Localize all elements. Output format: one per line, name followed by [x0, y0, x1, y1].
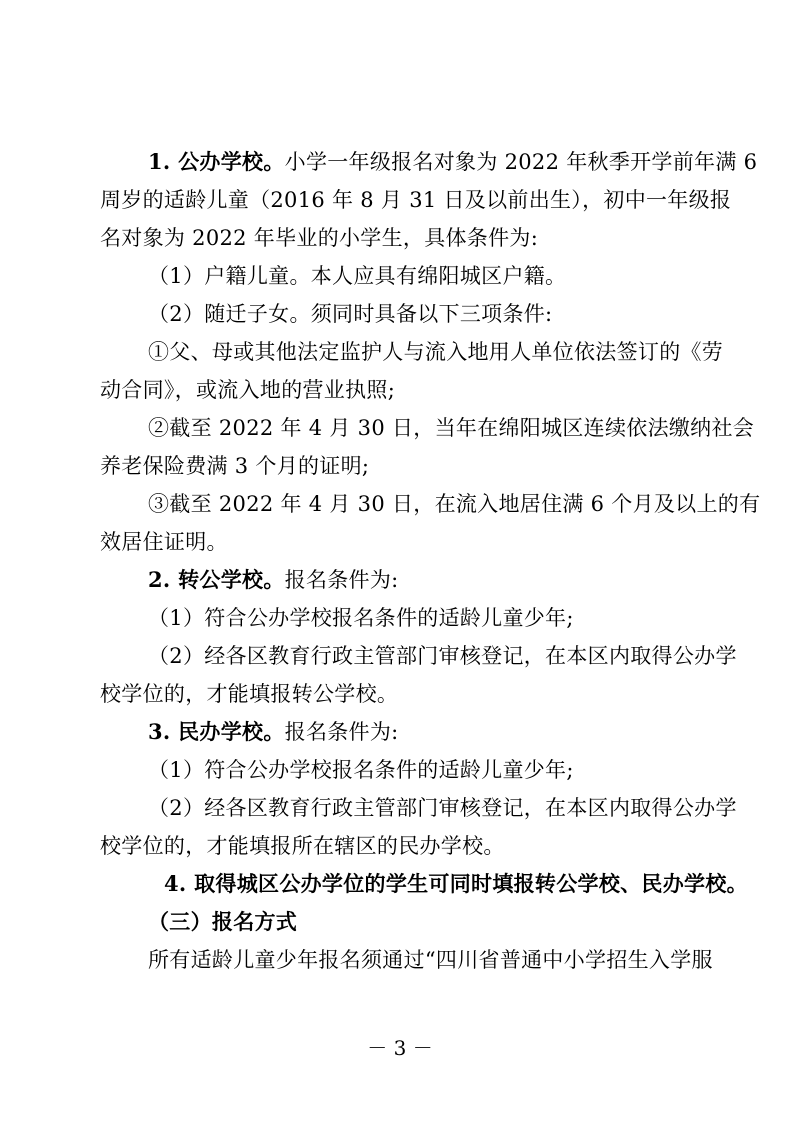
- paragraph-public-school-line-1: [0, 148, 800, 176]
- paragraph-text: 报名条件为:: [284, 568, 399, 592]
- section-heading-registration-method: （三）报名方式: [148, 909, 298, 934]
- paragraph-private-school: [0, 718, 800, 746]
- transfer-condition-1: （1）符合公办学校报名条件的适龄儿童少年;: [148, 606, 574, 630]
- page-number: － 3 －: [367, 1036, 433, 1060]
- transfer-condition-2-line-1: （2）经各区教育行政主管部门审核登记，在本区内取得公办学: [148, 644, 737, 668]
- condition-migrant-children: （2）随迁子女。须同时具备以下三项条件:: [148, 302, 553, 326]
- heading-private-school: 3. 民办学校。: [148, 719, 285, 744]
- paragraph-text: 报名条件为:: [284, 720, 399, 744]
- paragraph-registration-method: 所有适龄儿童少年报名须通过“四川省普通中小学招生入学服: [148, 948, 713, 972]
- private-condition-2-line-1: （2）经各区教育行政主管部门审核登记，在本区内取得公办学: [148, 796, 737, 820]
- condition-item-1-line-2: 动合同》，或流入地的营业执照;: [100, 378, 396, 402]
- paragraph-text: 小学一年级报名对象为 2022 年秋季开学前年满 6: [284, 150, 758, 174]
- condition-item-2-line-2: 养老保险费满 3 个月的证明;: [100, 454, 370, 478]
- condition-registered-children: （1）户籍儿童。本人应具有绵阳城区户籍。: [148, 264, 567, 288]
- heading-public-school: 1. 公办学校。: [148, 149, 285, 174]
- condition-item-1-line-1: ①父、母或其他法定监护人与流入地用人单位依法签订的《劳: [148, 340, 724, 364]
- paragraph-dual-application: 4. 取得城区公办学位的学生可同时填报转公学校、民办学校。: [164, 871, 748, 896]
- condition-item-2-line-1: ②截至 2022 年 4 月 30 日，当年在绵阳城区连续依法缴纳社会: [148, 416, 755, 440]
- paragraph-transfer-school: [0, 566, 800, 594]
- transfer-condition-2-line-2: 校学位的，才能填报转公学校。: [100, 682, 399, 706]
- private-condition-2-line-2: 校学位的，才能填报所在辖区的民办学校。: [100, 834, 505, 858]
- condition-item-3-line-2: 效居住证明。: [100, 530, 228, 554]
- paragraph-public-school-line-3: 名对象为 2022 年毕业的小学生，具体条件为:: [100, 226, 539, 250]
- condition-item-3-line-1: ③截至 2022 年 4 月 30 日，在流入地居住满 6 个月及以上的有: [148, 492, 761, 516]
- private-condition-1: （1）符合公办学校报名条件的适龄儿童少年;: [148, 758, 574, 782]
- paragraph-public-school-line-2: 周岁的适龄儿童（2016 年 8 月 31 日及以前出生），初中一年级报: [100, 188, 732, 212]
- heading-transfer-school: 2. 转公学校。: [148, 567, 285, 592]
